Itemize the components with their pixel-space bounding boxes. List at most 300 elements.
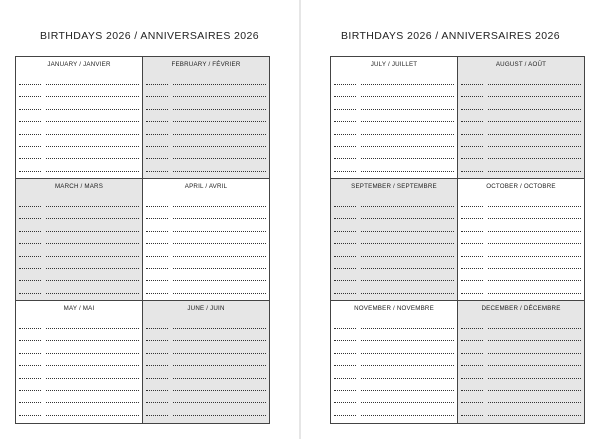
name-dotted-line <box>488 328 581 329</box>
entry-line <box>334 109 454 111</box>
date-dotted-line <box>334 231 356 232</box>
entry-line <box>461 134 581 136</box>
month-heading: OCTOBER / OCTOBRE <box>486 183 556 190</box>
name-dotted-line <box>488 340 581 341</box>
name-dotted-line <box>488 353 581 354</box>
name-dotted-line <box>173 146 266 147</box>
name-dotted-line <box>46 328 139 329</box>
name-dotted-line <box>46 84 139 85</box>
entry-line <box>19 280 139 282</box>
month-heading: MARCH / MARS <box>54 183 104 190</box>
name-dotted-line <box>46 121 139 122</box>
name-dotted-line <box>173 402 266 403</box>
date-dotted-line <box>461 84 483 85</box>
date-dotted-line <box>19 378 41 379</box>
date-dotted-line <box>146 268 168 269</box>
name-dotted-line <box>46 206 139 207</box>
name-dotted-line <box>173 268 266 269</box>
entry-line <box>461 340 581 342</box>
name-dotted-line <box>361 134 454 135</box>
entry-line <box>19 134 139 136</box>
name-dotted-line <box>46 256 139 257</box>
month-cell-december <box>458 301 585 423</box>
date-dotted-line <box>146 134 168 135</box>
date-dotted-line <box>19 415 41 416</box>
date-dotted-line <box>461 415 483 416</box>
date-dotted-line <box>461 109 483 110</box>
date-dotted-line <box>334 365 356 366</box>
entry-line <box>146 158 266 160</box>
entry-line <box>146 256 266 258</box>
date-dotted-line <box>334 243 356 244</box>
date-dotted-line <box>146 293 168 294</box>
entry-line <box>19 109 139 111</box>
month-cell-april <box>143 179 270 301</box>
name-dotted-line <box>173 415 266 416</box>
date-dotted-line <box>334 340 356 341</box>
date-dotted-line <box>334 415 356 416</box>
date-dotted-line <box>461 378 483 379</box>
name-dotted-line <box>488 206 581 207</box>
entry-line <box>461 109 581 111</box>
name-dotted-line <box>46 96 139 97</box>
month-cell-july <box>331 57 458 179</box>
name-dotted-line <box>173 293 266 294</box>
name-dotted-line <box>46 268 139 269</box>
name-dotted-line <box>488 146 581 147</box>
name-dotted-line <box>488 390 581 391</box>
name-dotted-line <box>361 390 454 391</box>
name-dotted-line <box>488 365 581 366</box>
date-dotted-line <box>461 328 483 329</box>
entry-line <box>334 390 454 392</box>
date-dotted-line <box>461 365 483 366</box>
month-heading: AUGUST / AOÛT <box>495 61 547 68</box>
date-dotted-line <box>19 206 41 207</box>
date-dotted-line <box>19 402 41 403</box>
name-dotted-line <box>361 84 454 85</box>
name-dotted-line <box>488 231 581 232</box>
entry-line <box>146 402 266 404</box>
entry-line <box>461 96 581 98</box>
date-dotted-line <box>19 340 41 341</box>
name-dotted-line <box>173 134 266 135</box>
name-dotted-line <box>488 402 581 403</box>
entry-line <box>334 158 454 160</box>
entry-line <box>19 121 139 123</box>
entry-line <box>146 218 266 220</box>
name-dotted-line <box>361 402 454 403</box>
name-dotted-line <box>488 84 581 85</box>
name-dotted-line <box>173 121 266 122</box>
date-dotted-line <box>334 158 356 159</box>
entry-line <box>334 353 454 355</box>
date-dotted-line <box>334 268 356 269</box>
date-dotted-line <box>334 402 356 403</box>
name-dotted-line <box>173 171 266 172</box>
entry-line <box>461 353 581 355</box>
entry-line <box>19 243 139 245</box>
name-dotted-line <box>361 415 454 416</box>
name-dotted-line <box>488 268 581 269</box>
date-dotted-line <box>19 218 41 219</box>
entry-line <box>146 415 266 417</box>
date-dotted-line <box>334 378 356 379</box>
entry-line <box>146 353 266 355</box>
entry-line <box>461 293 581 295</box>
month-cell-october <box>458 179 585 301</box>
entry-line <box>461 365 581 367</box>
entry-line <box>19 96 139 98</box>
entry-line <box>334 243 454 245</box>
name-dotted-line <box>361 328 454 329</box>
page-title: BIRTHDAYS 2026 / ANNIVERSAIRES 2026 <box>39 30 260 42</box>
entry-line <box>19 402 139 404</box>
entry-line <box>334 378 454 380</box>
name-dotted-line <box>46 390 139 391</box>
date-dotted-line <box>334 353 356 354</box>
month-heading: JULY / JUILLET <box>370 61 418 68</box>
date-dotted-line <box>334 109 356 110</box>
entry-line <box>461 280 581 282</box>
date-dotted-line <box>19 171 41 172</box>
entry-line <box>334 171 454 173</box>
date-dotted-line <box>461 353 483 354</box>
name-dotted-line <box>361 158 454 159</box>
name-dotted-line <box>46 158 139 159</box>
month-heading: JUNE / JUIN <box>187 305 225 312</box>
date-dotted-line <box>146 158 168 159</box>
name-dotted-line <box>173 353 266 354</box>
name-dotted-line <box>173 378 266 379</box>
entry-line <box>461 390 581 392</box>
name-dotted-line <box>173 109 266 110</box>
name-dotted-line <box>46 218 139 219</box>
date-dotted-line <box>146 243 168 244</box>
month-heading: NOVEMBER / NOVEMBRE <box>354 305 434 312</box>
date-dotted-line <box>19 121 41 122</box>
month-cell-september <box>331 179 458 301</box>
name-dotted-line <box>173 96 266 97</box>
entry-line <box>19 353 139 355</box>
name-dotted-line <box>173 280 266 281</box>
date-dotted-line <box>146 218 168 219</box>
entry-line <box>334 415 454 417</box>
entry-line <box>461 256 581 258</box>
name-dotted-line <box>488 243 581 244</box>
entry-line <box>19 328 139 330</box>
name-dotted-line <box>361 280 454 281</box>
date-dotted-line <box>146 84 168 85</box>
month-cell-november <box>331 301 458 423</box>
entry-line <box>461 171 581 173</box>
entry-line <box>146 231 266 233</box>
entry-line <box>334 146 454 148</box>
entry-line <box>19 415 139 417</box>
entry-line <box>461 121 581 123</box>
entry-line <box>146 340 266 342</box>
date-dotted-line <box>19 293 41 294</box>
month-heading: APRIL / AVRIL <box>184 183 228 190</box>
date-dotted-line <box>146 328 168 329</box>
name-dotted-line <box>173 243 266 244</box>
entry-line <box>146 378 266 380</box>
name-dotted-line <box>46 402 139 403</box>
entry-line <box>19 84 139 86</box>
date-dotted-line <box>334 206 356 207</box>
entry-line <box>461 402 581 404</box>
entry-line <box>334 328 454 330</box>
date-dotted-line <box>146 171 168 172</box>
name-dotted-line <box>361 206 454 207</box>
date-dotted-line <box>461 268 483 269</box>
name-dotted-line <box>488 171 581 172</box>
entry-line <box>146 84 266 86</box>
date-dotted-line <box>19 353 41 354</box>
date-dotted-line <box>461 340 483 341</box>
name-dotted-line <box>488 121 581 122</box>
name-dotted-line <box>173 218 266 219</box>
date-dotted-line <box>19 390 41 391</box>
page-title: BIRTHDAYS 2026 / ANNIVERSAIRES 2026 <box>340 30 561 42</box>
name-dotted-line <box>361 146 454 147</box>
entry-line <box>19 231 139 233</box>
right-page <box>300 0 600 439</box>
entry-line <box>146 134 266 136</box>
date-dotted-line <box>334 121 356 122</box>
name-dotted-line <box>361 256 454 257</box>
entry-line <box>334 134 454 136</box>
name-dotted-line <box>173 340 266 341</box>
month-cell-may <box>16 301 143 423</box>
entry-line <box>146 293 266 295</box>
date-dotted-line <box>461 96 483 97</box>
name-dotted-line <box>488 134 581 135</box>
entry-line <box>146 206 266 208</box>
date-dotted-line <box>334 328 356 329</box>
entry-line <box>334 340 454 342</box>
entry-line <box>334 256 454 258</box>
date-dotted-line <box>146 96 168 97</box>
date-dotted-line <box>19 96 41 97</box>
date-dotted-line <box>461 231 483 232</box>
entry-line <box>334 280 454 282</box>
month-heading: FEBRUARY / FÉVRIER <box>171 61 241 68</box>
name-dotted-line <box>46 340 139 341</box>
entry-line <box>19 268 139 270</box>
entry-line <box>19 256 139 258</box>
name-dotted-line <box>488 293 581 294</box>
name-dotted-line <box>361 218 454 219</box>
date-dotted-line <box>19 84 41 85</box>
entry-line <box>19 365 139 367</box>
entry-line <box>146 390 266 392</box>
date-dotted-line <box>461 218 483 219</box>
name-dotted-line <box>173 84 266 85</box>
entry-line <box>19 158 139 160</box>
date-dotted-line <box>146 378 168 379</box>
date-dotted-line <box>146 206 168 207</box>
date-dotted-line <box>146 146 168 147</box>
entry-line <box>461 146 581 148</box>
entry-line <box>19 146 139 148</box>
date-dotted-line <box>461 146 483 147</box>
date-dotted-line <box>461 243 483 244</box>
month-cell-march <box>16 179 143 301</box>
entry-line <box>461 415 581 417</box>
name-dotted-line <box>46 109 139 110</box>
entry-line <box>19 390 139 392</box>
date-dotted-line <box>334 96 356 97</box>
entry-line <box>461 328 581 330</box>
entry-line <box>334 84 454 86</box>
entry-line <box>334 293 454 295</box>
name-dotted-line <box>361 378 454 379</box>
entry-line <box>19 378 139 380</box>
name-dotted-line <box>46 378 139 379</box>
entry-line <box>461 378 581 380</box>
date-dotted-line <box>19 268 41 269</box>
date-dotted-line <box>19 109 41 110</box>
entry-line <box>19 206 139 208</box>
name-dotted-line <box>173 328 266 329</box>
date-dotted-line <box>334 134 356 135</box>
date-dotted-line <box>334 280 356 281</box>
date-dotted-line <box>146 231 168 232</box>
name-dotted-line <box>488 218 581 219</box>
name-dotted-line <box>173 158 266 159</box>
date-dotted-line <box>19 231 41 232</box>
name-dotted-line <box>46 146 139 147</box>
month-heading: MAY / MAI <box>63 305 95 312</box>
date-dotted-line <box>146 256 168 257</box>
entry-line <box>19 340 139 342</box>
date-dotted-line <box>334 218 356 219</box>
entry-line <box>461 84 581 86</box>
entry-line <box>19 171 139 173</box>
date-dotted-line <box>19 158 41 159</box>
entry-line <box>334 402 454 404</box>
entry-line <box>461 218 581 220</box>
entry-line <box>146 121 266 123</box>
name-dotted-line <box>488 415 581 416</box>
entry-line <box>146 243 266 245</box>
month-cell-february <box>143 57 270 179</box>
date-dotted-line <box>19 256 41 257</box>
entry-line <box>334 96 454 98</box>
date-dotted-line <box>19 328 41 329</box>
name-dotted-line <box>488 256 581 257</box>
name-dotted-line <box>361 365 454 366</box>
month-heading: JANUARY / JANVIER <box>47 61 111 68</box>
entry-line <box>19 218 139 220</box>
date-dotted-line <box>461 206 483 207</box>
entry-line <box>146 268 266 270</box>
entry-line <box>146 171 266 173</box>
date-dotted-line <box>19 365 41 366</box>
date-dotted-line <box>334 146 356 147</box>
date-dotted-line <box>146 415 168 416</box>
name-dotted-line <box>361 293 454 294</box>
date-dotted-line <box>461 402 483 403</box>
date-dotted-line <box>146 402 168 403</box>
date-dotted-line <box>461 158 483 159</box>
date-dotted-line <box>19 243 41 244</box>
entry-line <box>146 328 266 330</box>
name-dotted-line <box>361 340 454 341</box>
entry-line <box>146 146 266 148</box>
date-dotted-line <box>146 280 168 281</box>
entry-line <box>461 243 581 245</box>
date-dotted-line <box>146 365 168 366</box>
name-dotted-line <box>488 109 581 110</box>
date-dotted-line <box>146 390 168 391</box>
date-dotted-line <box>461 293 483 294</box>
name-dotted-line <box>173 231 266 232</box>
month-cell-june <box>143 301 270 423</box>
name-dotted-line <box>173 365 266 366</box>
date-dotted-line <box>461 256 483 257</box>
name-dotted-line <box>46 280 139 281</box>
date-dotted-line <box>461 171 483 172</box>
name-dotted-line <box>46 231 139 232</box>
month-cell-january <box>16 57 143 179</box>
date-dotted-line <box>461 134 483 135</box>
entry-line <box>146 280 266 282</box>
date-dotted-line <box>334 390 356 391</box>
entry-line <box>334 218 454 220</box>
name-dotted-line <box>361 231 454 232</box>
date-dotted-line <box>146 340 168 341</box>
month-heading: DECEMBER / DÉCEMBRE <box>481 305 561 312</box>
date-dotted-line <box>334 293 356 294</box>
date-dotted-line <box>334 84 356 85</box>
name-dotted-line <box>488 378 581 379</box>
name-dotted-line <box>46 243 139 244</box>
name-dotted-line <box>361 171 454 172</box>
entry-line <box>334 231 454 233</box>
entry-line <box>461 206 581 208</box>
name-dotted-line <box>173 390 266 391</box>
name-dotted-line <box>361 353 454 354</box>
name-dotted-line <box>361 121 454 122</box>
date-dotted-line <box>19 134 41 135</box>
name-dotted-line <box>173 256 266 257</box>
name-dotted-line <box>361 109 454 110</box>
entry-line <box>146 96 266 98</box>
entry-line <box>461 231 581 233</box>
entry-line <box>146 109 266 111</box>
date-dotted-line <box>334 171 356 172</box>
name-dotted-line <box>361 243 454 244</box>
name-dotted-line <box>46 415 139 416</box>
name-dotted-line <box>488 280 581 281</box>
entry-line <box>334 365 454 367</box>
entry-line <box>334 121 454 123</box>
entry-line <box>334 206 454 208</box>
name-dotted-line <box>46 353 139 354</box>
name-dotted-line <box>46 293 139 294</box>
entry-line <box>19 293 139 295</box>
name-dotted-line <box>173 206 266 207</box>
month-cell-august <box>458 57 585 179</box>
name-dotted-line <box>46 365 139 366</box>
name-dotted-line <box>46 171 139 172</box>
month-grid <box>15 56 270 424</box>
name-dotted-line <box>46 134 139 135</box>
name-dotted-line <box>488 96 581 97</box>
entry-line <box>146 365 266 367</box>
